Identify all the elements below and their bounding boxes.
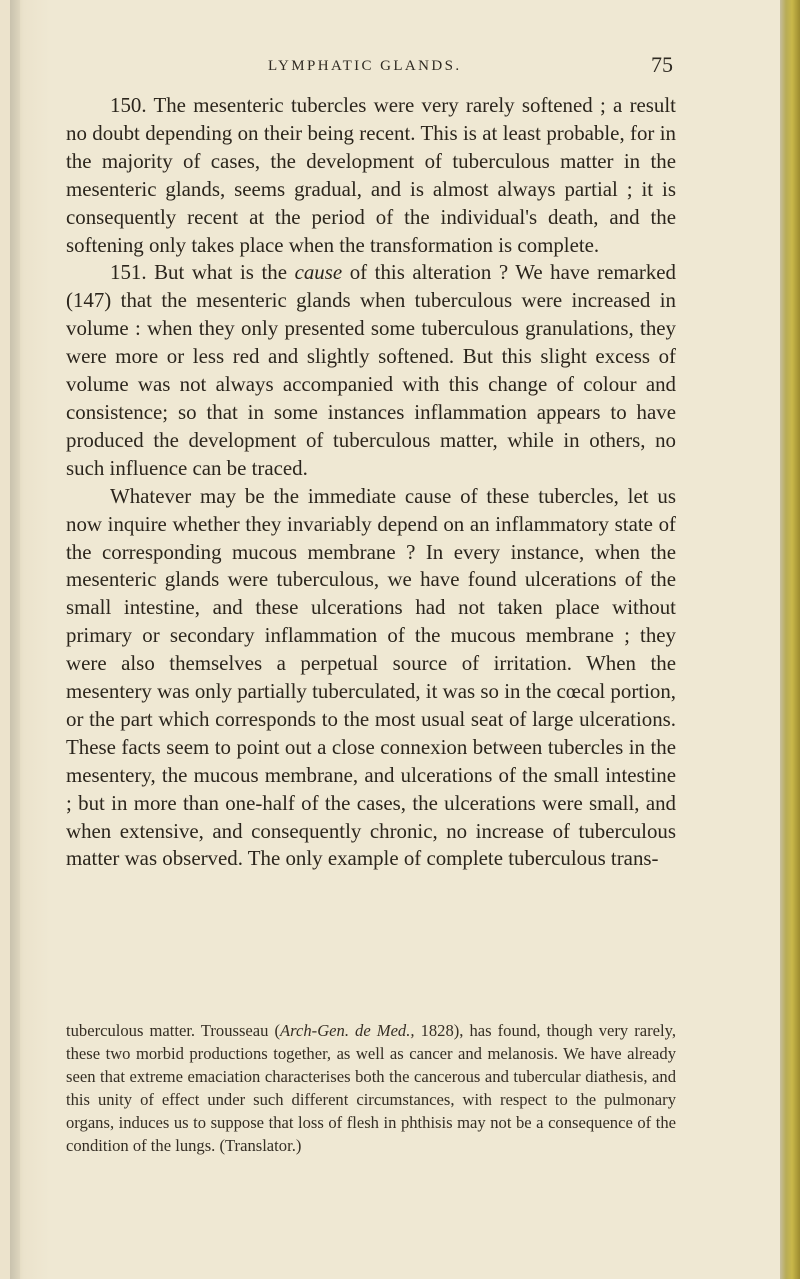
- paragraph-151-emphasis: cause: [294, 260, 343, 285]
- page-gutter-shadow: [10, 0, 20, 1279]
- page-header: [268, 52, 673, 92]
- book-page: [10, 0, 780, 1279]
- paragraph-151-start: 151. But what is the: [110, 260, 295, 285]
- footnote-citation: Arch-Gen. de Med.,: [280, 1021, 415, 1040]
- footnote-text: [66, 1019, 676, 1157]
- paragraph-151-rest: of this alteration ? We have remarked (147) that the mesenteric glands when tuberculous were increased in volume : when they only presented some tuberculous granulations, they were more or less red and slightly softened. But this slight excess of volume was not always accompanied with this change of colour and consistence; so that in some instances inflammation appears to have produced the development of tuberculous matter, while in others, no such influence can be traced.: [66, 260, 677, 480]
- page-number: 75: [651, 52, 673, 77]
- footnote-start: tuberculous matter. Trousseau (: [66, 1021, 281, 1040]
- body-text: [66, 92, 676, 873]
- paragraph-150: 150. The mesenteric tubercles were very rarely softened ; a result no doubt depending on their being recent. This is at least probable, for in the majority of cases, the development of tuberculous matter in the mesenteric glands, seems gradual, and is almost always partial ; it is consequently recent at the period of the individual's death, and the softening only takes place when the transformation is complete.: [66, 93, 676, 257]
- book-edge: [780, 0, 800, 1279]
- paragraph-151: [66, 259, 676, 482]
- footnote-rest: 1828), has found, though very rarely, these two morbid productions together, as well as cancer and melanosis. We have already seen that extreme emaciation characterises both the cancerous and tubercular diathesis, and this unity of effect under such different circumstances, with respect to the pulmonary organs, induces us to suppose that loss of flesh in phthisis may not be a consequence of the condition of the lungs. (Translator.): [66, 1021, 676, 1155]
- running-head: LYMPHATIC GLANDS.: [268, 58, 462, 74]
- footnote: [66, 1019, 676, 1157]
- paragraph-whatever: Whatever may be the immediate cause of these tubercles, let us now inquire whether they invariably depend on an inflammatory state of the corresponding mucous membrane ? In every instance, when the mesenteric glands were tuberculous, we have found ulcerations of the small intestine, and these ulcerations had not taken place without primary or secondary inflammation of the mucous membrane ; they were also themselves a perpetual source of irritation. When the mesentery was only partially tuberculated, it was so in the cœcal portion, or the part which corresponds to the most usual seat of large ulcerations. These facts seem to point out a close connexion between tubercles in the mesentery, the mucous membrane, and ulcerations of the small intestine ; but in more than one-half of the cases, the ulcerations were small, and when extensive, and consequently chronic, no increase of tuberculous matter was observed. The only example of complete tuberculous trans-: [66, 483, 676, 871]
